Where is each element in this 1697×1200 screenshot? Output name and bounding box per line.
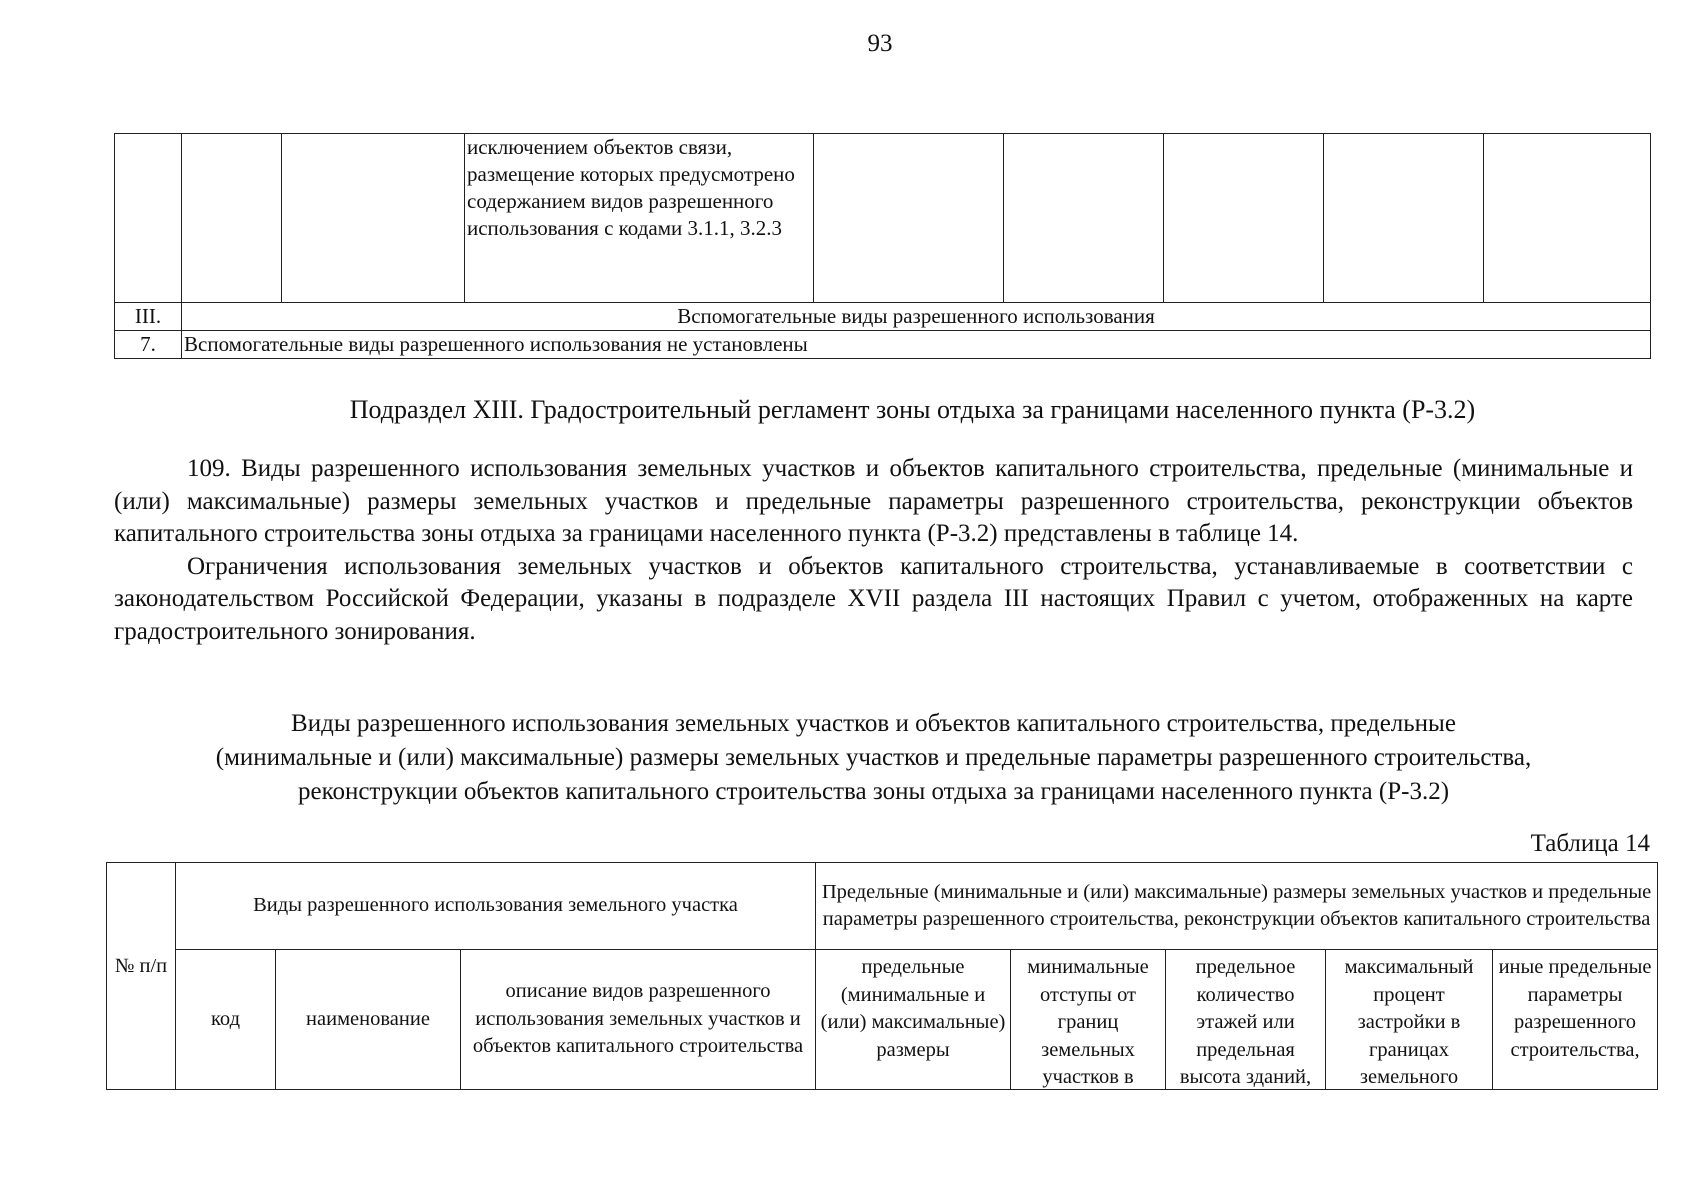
table-14-header [106, 862, 1658, 1090]
caption-line: (минимальные и (или) максимальные) размеры земельных участков и предельные параметры разрешенного строительства, [215, 744, 1532, 771]
header-max-coverage-text: максимальный процент застройки в границах земельного [1344, 956, 1474, 1088]
table-row [115, 134, 1651, 303]
table-row-section [115, 303, 1651, 331]
table-previous-continuation [114, 133, 1651, 359]
table-cell [182, 134, 282, 303]
header-min-setbacks-text: минимальные отступы от границ земельных участков в [1027, 956, 1149, 1088]
header-floors-text: предельное количество этажей или предельная высота зданий, [1179, 956, 1312, 1088]
table-cell-description: исключением объектов связи, размещение которых предусмотрено содержанием видов разрешенного использования с кодами 3.1.1, 3.2.3 [465, 134, 814, 303]
section-title: Вспомогательные виды разрешенного использования [182, 303, 1651, 331]
header-group-uses: Виды разрешенного использования земельного участка [176, 863, 816, 950]
header-group-limits: Предельные (минимальные и (или) максимальные) размеры земельных участков и предельные параметры разрешенного строительства, реконструкции объектов капитального строительства [816, 863, 1658, 950]
row-number: 7. [115, 331, 182, 359]
header-limit-sizes [816, 950, 1011, 1090]
header-limit-sizes-text: предельные (минимальные и (или) максимальные) размеры [820, 956, 1006, 1061]
table-label: Таблица 14 [1530, 830, 1650, 857]
section-number: III. [115, 303, 182, 331]
caption-line: реконструкции объектов капитального строительства зоны отдыха за границами населенного пункта (Р-3.2) [297, 778, 1450, 805]
row-text: Вспомогательные виды разрешенного использования не установлены [182, 331, 1651, 359]
header-name: наименование [276, 950, 461, 1090]
subsection-title-text: Подраздел XIII. Градостроительный регламент зоны отдыха за границами населенного пункта (Р-3.2) [349, 395, 1476, 424]
header-floors [1166, 950, 1326, 1090]
table-caption [114, 707, 1633, 809]
caption-line: Виды разрешенного использования земельных участков и объектов капитального строительства, предельные [291, 710, 1456, 737]
body-text [114, 453, 1633, 648]
header-other-params [1493, 950, 1658, 1090]
paragraph: 109. Виды разрешенного использования земельных участков и объектов капитального строительства, предельные (минимальные и (или) максимальные) размеры земельных участков и предельные параметры разрешенного строительства, реконструкции объектов капитального строительства зоны отдыха за границами населенного пункта (Р-3.2) представлены в таблице 14. [114, 455, 1633, 547]
subsection-title [0, 395, 1697, 425]
table-cell [282, 134, 465, 303]
header-other-params-text: иные предельные параметры разрешенного строительства, [1498, 956, 1652, 1061]
table-cell [115, 134, 182, 303]
table-cell [1484, 134, 1651, 303]
table-row [107, 950, 1658, 1090]
table-row [115, 331, 1651, 359]
header-min-setbacks [1011, 950, 1166, 1090]
table-cell [814, 134, 1004, 303]
paragraph: Ограничения использования земельных участков и объектов капитального строительства, устанавливаемые в соответствии с законодательством Российской Федерации, указаны в подразделе XVII раздела III настоящих Правил с учетом, отображенных на карте градостроительного зонирования. [114, 552, 1633, 645]
page-number: 93 [867, 30, 893, 57]
header-num: № п/п [107, 863, 176, 1090]
table-cell [1324, 134, 1484, 303]
table-cell [1004, 134, 1164, 303]
table-cell [1164, 134, 1324, 303]
header-code: код [176, 950, 276, 1090]
table-row [107, 863, 1658, 950]
header-max-coverage [1326, 950, 1493, 1090]
header-description: описание видов разрешенного использования земельных участков и объектов капитального строительства [461, 950, 816, 1090]
